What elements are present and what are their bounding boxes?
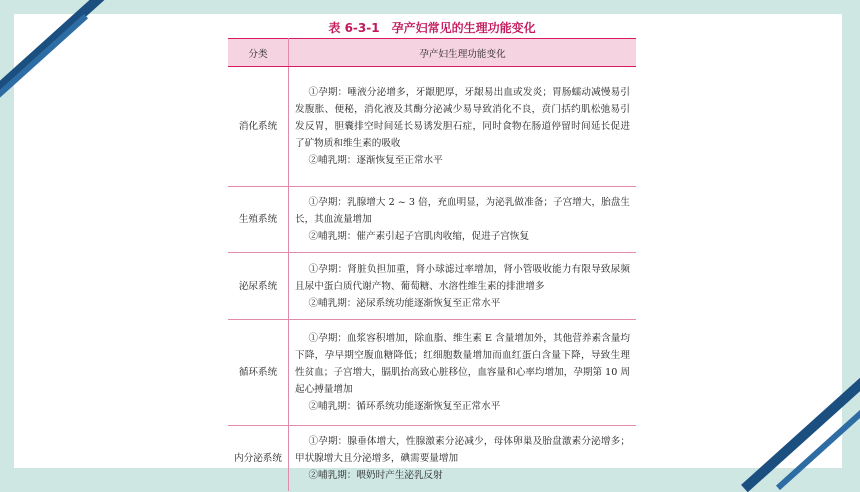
lactation-text: ②哺乳期：泌尿系统功能逐渐恢复至正常水平 xyxy=(308,297,501,309)
table-row xyxy=(228,187,636,253)
row-category: 消化系统 xyxy=(228,67,289,187)
row-description xyxy=(289,320,637,426)
table-row xyxy=(228,67,636,187)
pregnancy-text: ①孕期：乳腺增大 2 ~ 3 倍，充血明显，为泌乳做准备；子宫增大，胎盘生长，其血流量增加 xyxy=(295,197,630,225)
pregnancy-text: ①孕期：肾脏负担加重，肾小球滤过率增加，肾小管吸收能力有限导致尿频且尿中蛋白质代谢产物、葡萄糖、水溶性维生素的排泄增多 xyxy=(295,263,630,292)
row-description xyxy=(289,187,637,253)
row-description xyxy=(289,253,637,320)
table-header-row xyxy=(228,39,636,67)
pregnancy-text: ①孕期：唾液分泌增多，牙龈肥厚，牙龈易出血或发炎；胃肠蠕动减慢易引发腹胀、便秘，消化液及其酶分泌减少易导致消化不良，贲门括约肌松弛易引发反胃，胆囊排空时间延长易诱发胆石症，同时食物在肠道停留时间延长促进了矿物质和维生素的吸收 xyxy=(295,87,630,149)
header-changes: 孕产妇生理功能变化 xyxy=(289,39,637,67)
physiology-table xyxy=(228,38,636,491)
lactation-text: ②哺乳期：喂奶时产生泌乳反射 xyxy=(308,470,443,481)
document-page xyxy=(228,16,636,481)
table-title: 表 6-3-1 孕产妇常见的生理功能变化 xyxy=(328,21,536,35)
header-category: 分类 xyxy=(228,39,289,67)
pregnancy-text: ①孕期：腺垂体增大，性腺激素分泌减少，母体卵巢及胎盘激素分泌增多；甲状腺增大且分泌增多，碘需要量增加 xyxy=(295,436,630,464)
pregnancy-text: ①孕期：血浆容积增加，除血脂、维生素 E 含量增加外，其他营养素含量均下降，孕早期空腹血糖降低；红细胞数量增加而血红蛋白含量下降，导致生理性贫血；子宫增大，膈肌抬高致心脏移位，血容量和心率均增加，孕期第 10 周起心搏量增加 xyxy=(295,333,630,395)
table-row xyxy=(228,253,636,320)
lactation-text: ②哺乳期：逐渐恢复至正常水平 xyxy=(308,155,443,166)
row-description xyxy=(289,426,637,492)
row-category: 泌尿系统 xyxy=(228,253,289,320)
lactation-text: ②哺乳期：循环系统功能逐渐恢复至正常水平 xyxy=(308,401,501,412)
table-row xyxy=(228,426,636,492)
table-row xyxy=(228,320,636,426)
row-category: 内分泌系统 xyxy=(228,426,289,492)
row-description xyxy=(289,67,637,187)
row-category: 生殖系统 xyxy=(228,187,289,253)
lactation-text: ②哺乳期：催产素引起子宫肌肉收缩，促进子宫恢复 xyxy=(308,231,530,242)
row-category: 循环系统 xyxy=(228,320,289,426)
